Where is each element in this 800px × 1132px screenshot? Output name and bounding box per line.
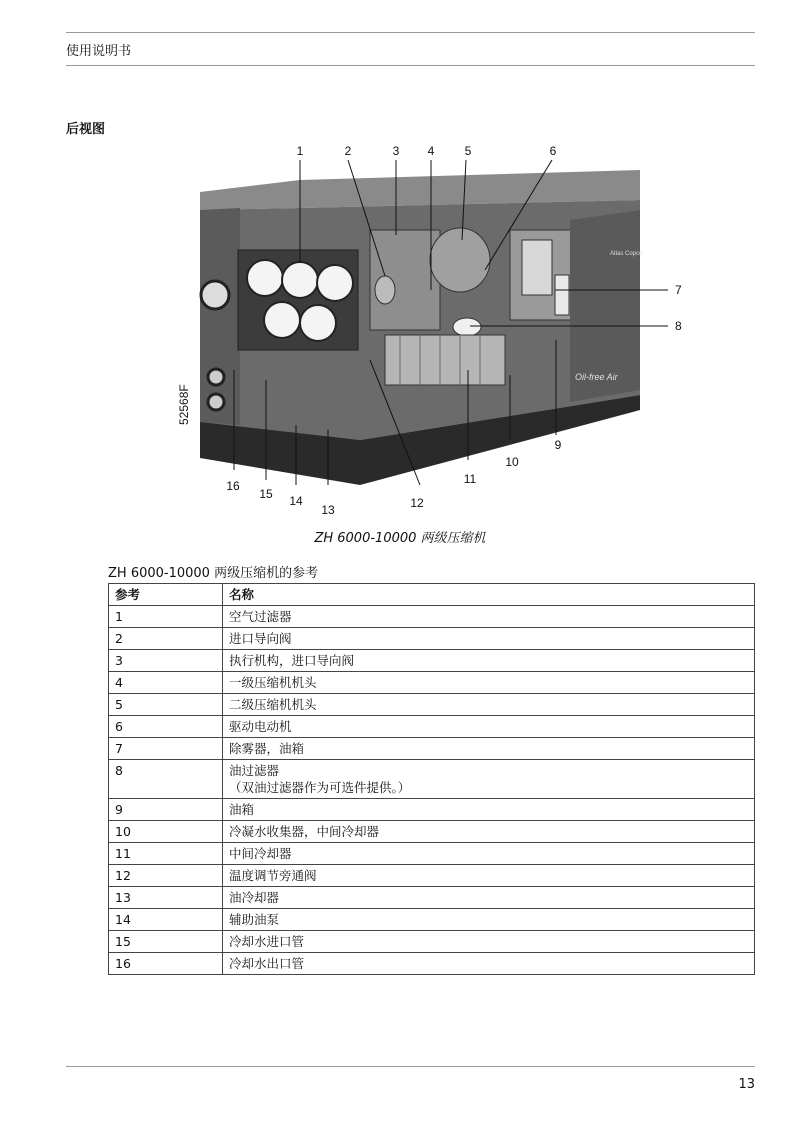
- table-row: [109, 738, 755, 760]
- filter-disc: [282, 262, 318, 298]
- callout-7: 7: [675, 283, 682, 297]
- name-text: 油过滤器: [229, 763, 280, 778]
- name-cell: 执行机构，进口导向阀: [223, 650, 755, 672]
- name-cell: 辅助油泵: [223, 909, 755, 931]
- name-cell: [223, 760, 755, 799]
- ref-cell: 11: [109, 843, 223, 865]
- compressor-stage-2: [430, 228, 490, 292]
- filter-disc: [247, 260, 283, 296]
- oil-free-badge: Oil-free Air: [575, 372, 618, 382]
- oil-filter: [453, 318, 481, 336]
- table-title: ZH 6000-10000 两级压缩机的参考: [108, 566, 319, 581]
- ref-cell: 8: [109, 760, 223, 799]
- callout-8: 8: [675, 319, 682, 333]
- callout-6: 6: [549, 144, 557, 158]
- compressor-illustration: [170, 140, 690, 520]
- reference-table: [108, 583, 755, 975]
- compressor-figure: [170, 140, 690, 520]
- name-cell: 中间冷却器: [223, 843, 755, 865]
- header-top-rule: [66, 32, 755, 33]
- ref-cell: 4: [109, 672, 223, 694]
- name-note: （双油过滤器作为可选件提供。）: [229, 780, 411, 795]
- name-cell: 一级压缩机机头: [223, 672, 755, 694]
- callout-16: 16: [226, 479, 240, 493]
- table-row: [109, 931, 755, 953]
- ref-cell: 14: [109, 909, 223, 931]
- callout-2: 2: [344, 144, 352, 158]
- ref-cell: 10: [109, 821, 223, 843]
- section-title: 后视图: [66, 122, 106, 137]
- table-row: [109, 606, 755, 628]
- inlet-guide-vane: [375, 276, 395, 304]
- intercooler: [385, 335, 505, 385]
- filter-disc: [264, 302, 300, 338]
- ref-cell: 6: [109, 716, 223, 738]
- ref-cell: 7: [109, 738, 223, 760]
- ref-cell: 2: [109, 628, 223, 650]
- table-row: [109, 694, 755, 716]
- table-row: [109, 843, 755, 865]
- table-row: [109, 650, 755, 672]
- page-number: 13: [738, 1077, 755, 1092]
- water-port: [208, 394, 224, 410]
- callout-1: 1: [296, 144, 304, 158]
- name-cell: 二级压缩机机头: [223, 694, 755, 716]
- footer-rule: [66, 1066, 755, 1067]
- callout-5: 5: [464, 144, 472, 158]
- water-port: [208, 369, 224, 385]
- name-cell: 油箱: [223, 799, 755, 821]
- name-cell: 油冷却器: [223, 887, 755, 909]
- table-row: [109, 628, 755, 650]
- name-cell: 冷却水进口管: [223, 931, 755, 953]
- table-header-row: [109, 584, 755, 606]
- callout-11: 11: [463, 472, 477, 486]
- ref-cell: 9: [109, 799, 223, 821]
- callout-14: 14: [289, 494, 303, 508]
- table-row: [109, 760, 755, 799]
- table-row: [109, 672, 755, 694]
- header-ref: 参考: [109, 584, 223, 606]
- name-cell: 空气过滤器: [223, 606, 755, 628]
- table-row: [109, 799, 755, 821]
- figure-caption: ZH 6000-10000 两级压缩机: [314, 531, 486, 546]
- callout-3: 3: [392, 144, 400, 158]
- callout-12: 12: [410, 496, 424, 510]
- drawing-code: 52568F: [177, 384, 191, 425]
- brand-logo: Atlas Copco: [610, 251, 643, 257]
- callout-15: 15: [259, 487, 273, 501]
- ref-cell: 16: [109, 953, 223, 975]
- name-cell: 除雾器，油箱: [223, 738, 755, 760]
- table-row: [109, 909, 755, 931]
- name-cell: 冷却水出口管: [223, 953, 755, 975]
- callout-4: 4: [427, 144, 435, 158]
- name-cell: 冷凝水收集器，中间冷却器: [223, 821, 755, 843]
- ref-cell: 15: [109, 931, 223, 953]
- oil-mist-eliminator: [522, 240, 552, 295]
- callout-13: 13: [321, 503, 335, 517]
- name-cell: 温度调节旁通阀: [223, 865, 755, 887]
- table-row: [109, 953, 755, 975]
- filter-disc: [317, 265, 353, 301]
- table-row: [109, 865, 755, 887]
- ref-cell: 12: [109, 865, 223, 887]
- ref-cell: 13: [109, 887, 223, 909]
- header-name: 名称: [223, 584, 755, 606]
- name-cell: 进口导向阀: [223, 628, 755, 650]
- ref-cell: 1: [109, 606, 223, 628]
- ref-cell: 3: [109, 650, 223, 672]
- oil-tank: [555, 275, 569, 315]
- name-cell: 驱动电动机: [223, 716, 755, 738]
- table-row: [109, 821, 755, 843]
- callout-9: 9: [554, 438, 562, 452]
- table-row: [109, 887, 755, 909]
- ref-cell: 5: [109, 694, 223, 716]
- header-title: 使用说明书: [66, 44, 132, 59]
- air-outlet-port: [201, 281, 229, 309]
- callout-10: 10: [505, 455, 519, 469]
- filter-disc: [300, 305, 336, 341]
- table-row: [109, 716, 755, 738]
- header-bottom-rule: [66, 65, 755, 66]
